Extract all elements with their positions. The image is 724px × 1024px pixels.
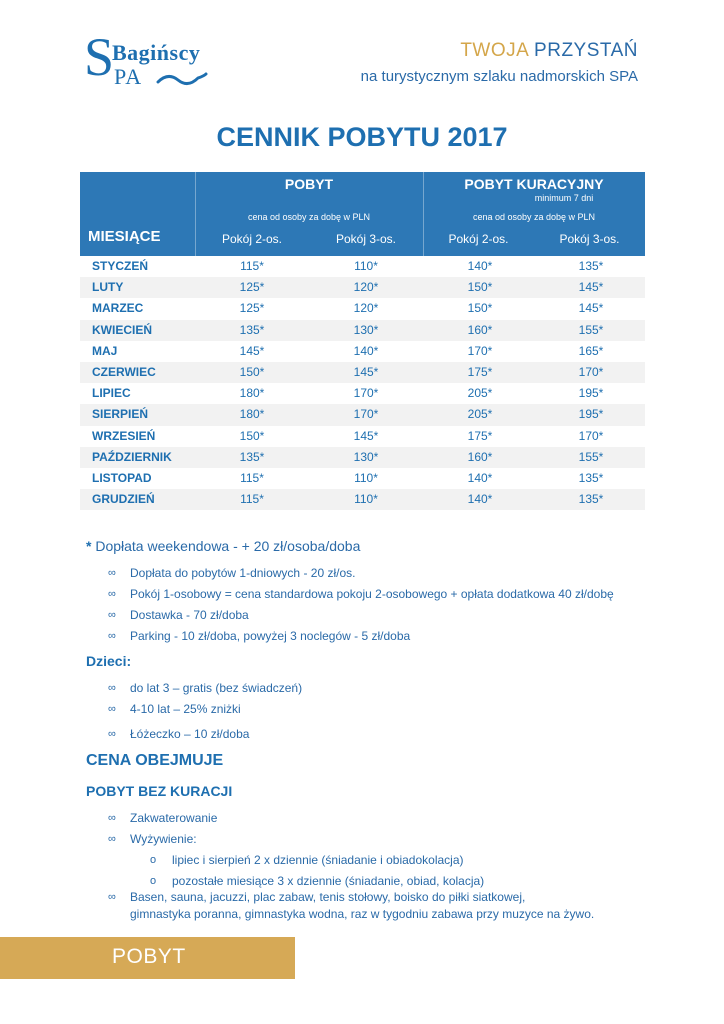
- price-cell: 135*: [239, 322, 265, 337]
- table-row: [80, 447, 645, 468]
- price-cell: 150*: [239, 428, 265, 443]
- price-cell: 115*: [240, 259, 264, 273]
- footer-section-bar: [0, 937, 295, 979]
- price-cell: 155*: [578, 449, 604, 464]
- month-cell: SIERPIEŃ: [92, 407, 149, 422]
- infinity-bullet-icon: ∞: [108, 567, 116, 579]
- month-cell: MARZEC: [92, 301, 144, 316]
- list-item: ∞ Basen, sauna, jacuzzi, plac zabaw, tenis stołowy, boisko do piłki siatkowej, gimnastyka poranna, gimnastyka wodna, raz w tygodniu zabawa przy muzyce na żywo.: [108, 890, 595, 921]
- room-2os-pobyt: Pokój 2-os.: [221, 232, 283, 246]
- price-cell: 145*: [353, 428, 379, 443]
- includes-subtitle: POBYT BEZ KURACJI: [86, 783, 233, 799]
- meals-list: [150, 850, 484, 892]
- list-item: o pozostałe miesiące 3 x dziennie (śniadanie, obiad, kolacja): [150, 871, 484, 892]
- price-cell: 110*: [354, 492, 378, 507]
- price-cell: 140*: [467, 470, 493, 485]
- group-pobyt-title: POBYT: [284, 176, 334, 192]
- price-cell: 170*: [353, 386, 379, 401]
- logo-top-word: Bagińscy: [112, 40, 201, 65]
- includes-title: CENA OBEJMUJE: [86, 752, 224, 769]
- circle-bullet-icon: o: [150, 875, 157, 887]
- list-item: ∞ Łóżeczko – 10 zł/doba: [108, 724, 302, 745]
- asterisk: *: [86, 538, 92, 554]
- price-cell: 125*: [239, 301, 265, 316]
- weekend-surcharge-note: [86, 538, 360, 554]
- table-row: [80, 383, 645, 404]
- month-cell: LIPIEC: [92, 386, 131, 401]
- months-header: MIESIĄCE: [88, 228, 161, 245]
- list-item: ∞ Zakwaterowanie: [108, 808, 217, 829]
- list-item: ∞ Pokój 1-osobowy = cena standardowa pokoju 2-osobowego + opłata dodatkowa 40 zł/dobę: [108, 584, 614, 605]
- tagline: [460, 40, 638, 62]
- price-cell: 180*: [239, 386, 265, 401]
- circle-bullet-icon: o: [150, 854, 157, 866]
- price-cell: 110*: [354, 470, 378, 485]
- price-cell: 140*: [353, 343, 379, 358]
- price-cell: 205*: [467, 407, 493, 422]
- wave-icon: [156, 72, 208, 88]
- price-cell: 120*: [353, 280, 379, 295]
- price-cell: 120*: [353, 301, 379, 316]
- group-kuracyjny-sub: cena od osoby za dobę w PLN: [472, 212, 596, 222]
- infinity-bullet-icon: ∞: [108, 703, 116, 715]
- price-table-body: [80, 256, 645, 510]
- infinity-bullet-icon: ∞: [108, 891, 116, 903]
- price-cell: 145*: [353, 364, 379, 379]
- price-cell: 205*: [467, 386, 493, 401]
- table-row: [80, 404, 645, 425]
- children-list: [108, 678, 302, 745]
- price-cell: 170*: [578, 428, 604, 443]
- infinity-bullet-icon: ∞: [108, 609, 116, 621]
- list-item: ∞ 4-10 lat – 25% zniżki: [108, 699, 302, 720]
- price-cell: 125*: [239, 280, 265, 295]
- price-cell: 115*: [240, 492, 264, 507]
- table-row: [80, 277, 645, 298]
- logo-s: S: [84, 27, 115, 87]
- month-cell: WRZESIEŃ: [92, 428, 156, 443]
- table-row: [80, 341, 645, 362]
- month-cell: STYCZEŃ: [92, 259, 149, 273]
- table-row: [80, 426, 645, 447]
- price-cell: 175*: [467, 364, 493, 379]
- list-item: o lipiec i sierpień 2 x dziennie (śniadanie i obiadokolacja): [150, 850, 484, 871]
- price-cell: 150*: [467, 280, 493, 295]
- price-cell: 180*: [239, 407, 265, 422]
- room-3os-pobyt: Pokój 3-os.: [335, 232, 397, 246]
- infinity-bullet-icon: ∞: [108, 682, 116, 694]
- tagline-accent: TWOJA: [460, 40, 529, 61]
- logo-bottom-word: PA: [114, 64, 143, 89]
- price-cell: 145*: [239, 343, 265, 358]
- page-title: CENNIK POBYTU 2017: [216, 122, 508, 152]
- infinity-bullet-icon: ∞: [108, 728, 116, 740]
- infinity-bullet-icon: ∞: [108, 812, 116, 824]
- group-kuracyjny-title: POBYT KURACYJNY: [464, 176, 604, 192]
- price-cell: 135*: [578, 492, 604, 507]
- month-cell: LISTOPAD: [92, 470, 152, 485]
- price-cell: 170*: [353, 407, 379, 422]
- price-cell: 145*: [578, 301, 604, 316]
- price-cell: 145*: [578, 280, 604, 295]
- price-cell: 110*: [354, 259, 378, 273]
- price-cell: 155*: [578, 322, 604, 337]
- price-cell: 170*: [467, 343, 493, 358]
- price-cell: 170*: [578, 364, 604, 379]
- group-pobyt-sub: cena od osoby za dobę w PLN: [247, 212, 371, 222]
- includes-list: [108, 808, 217, 850]
- month-cell: KWIECIEŃ: [92, 322, 152, 337]
- price-cell: 130*: [353, 449, 379, 464]
- logo: [84, 27, 214, 92]
- table-row: [80, 468, 645, 489]
- surcharge-list: [108, 563, 614, 647]
- list-item: ∞ Dopłata do pobytów 1-dniowych - 20 zł/os.: [108, 563, 614, 584]
- table-row: [80, 256, 645, 277]
- infinity-bullet-icon: ∞: [108, 588, 116, 600]
- price-cell: 175*: [467, 428, 493, 443]
- children-title: Dzieci:: [86, 653, 132, 669]
- tagline-subtitle: na turystycznym szlaku nadmorskich SPA: [360, 68, 638, 85]
- month-cell: MAJ: [92, 343, 118, 358]
- price-cell: 140*: [467, 492, 493, 507]
- price-cell: 135*: [239, 449, 265, 464]
- price-cell: 195*: [578, 386, 604, 401]
- list-item: ∞ Wyżywienie:: [108, 829, 217, 850]
- price-table-header: [80, 172, 645, 256]
- list-item: ∞ do lat 3 – gratis (bez świadczeń): [108, 678, 302, 699]
- price-cell: 150*: [467, 301, 493, 316]
- month-cell: PAŹDZIERNIK: [92, 449, 172, 464]
- amenities-list: [108, 889, 594, 923]
- table-row: [80, 362, 645, 383]
- price-cell: 195*: [578, 407, 604, 422]
- price-cell: 140*: [467, 259, 493, 273]
- table-row: [80, 489, 645, 510]
- price-cell: 160*: [467, 449, 493, 464]
- price-cell: 130*: [353, 322, 379, 337]
- room-3os-kuracyjny: Pokój 3-os.: [559, 232, 620, 246]
- price-cell: 150*: [239, 364, 265, 379]
- month-cell: GRUDZIEŃ: [92, 492, 155, 507]
- price-cell: 135*: [578, 259, 604, 273]
- list-item: ∞ Parking - 10 zł/doba, powyżej 3 noclegów - 5 zł/doba: [108, 626, 614, 647]
- list-item: ∞ Dostawka - 70 zł/doba: [108, 605, 614, 626]
- price-cell: 165*: [578, 343, 604, 358]
- month-cell: CZERWIEC: [92, 364, 156, 379]
- table-row: [80, 320, 645, 341]
- footer-section-label: POBYT: [112, 945, 186, 968]
- table-row: [80, 298, 645, 319]
- room-2os-kuracyjny: Pokój 2-os.: [448, 232, 509, 246]
- price-cell: 115*: [240, 470, 264, 485]
- group-kuracyjny-note: minimum 7 dni: [534, 193, 594, 203]
- month-cell: LUTY: [92, 280, 124, 295]
- infinity-bullet-icon: ∞: [108, 630, 116, 642]
- price-cell: 135*: [578, 470, 604, 485]
- weekend-surcharge-text: Dopłata weekendowa - + 20 zł/osoba/doba: [91, 538, 361, 554]
- tagline-main: PRZYSTAŃ: [528, 40, 638, 61]
- infinity-bullet-icon: ∞: [108, 833, 116, 845]
- price-cell: 160*: [467, 322, 493, 337]
